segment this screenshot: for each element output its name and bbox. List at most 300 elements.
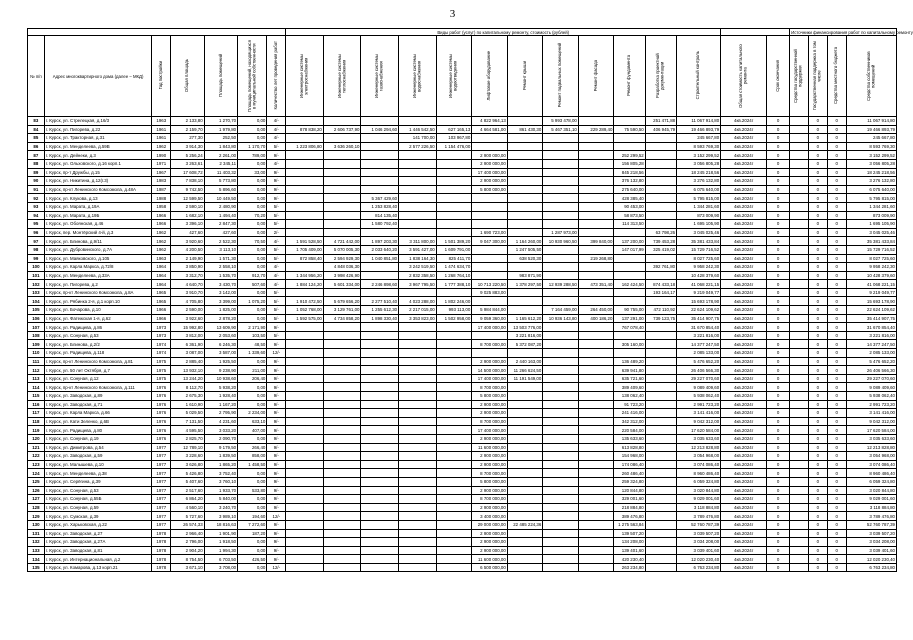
- cell-year: 1965: [152, 288, 171, 297]
- cell-mun: 0,00: [238, 228, 267, 237]
- cell-c1: [286, 340, 324, 349]
- cell-c9: [578, 340, 614, 349]
- cell-c8: 5 467 351,10: [543, 125, 579, 134]
- cell-c4: [399, 503, 437, 512]
- cell-area2: 1 494,40: [204, 211, 237, 220]
- cell-area: 2 590,10: [171, 202, 204, 211]
- cell-own: 17 620 584,00: [846, 426, 896, 435]
- cell-n: 93: [28, 202, 45, 211]
- cell-mun: 0,00: [238, 202, 267, 211]
- cell-mun: 0,00: [238, 314, 267, 323]
- column-header-label: Средства государственной поддержки: [793, 48, 804, 103]
- cell-c9: [578, 512, 614, 521]
- cell-s2: 0: [808, 366, 827, 375]
- cell-own: 5 795 815,00: [846, 194, 896, 203]
- cell-total: 9 029 001,60: [677, 495, 721, 504]
- cell-year: 1983: [152, 177, 171, 186]
- cell-c5: [436, 220, 472, 229]
- cell-s2: 0: [808, 469, 827, 478]
- column-header-label: Инженерные системы электроснабжения: [298, 53, 309, 98]
- cell-yr: 4/-: [267, 159, 286, 168]
- cell-c9: [578, 538, 614, 547]
- cell-c3: [361, 134, 399, 143]
- cell-mun: 533,80: [238, 486, 267, 495]
- cell-c1: [286, 469, 324, 478]
- cell-c9: [578, 529, 614, 538]
- cell-year: 1962: [152, 245, 171, 254]
- cell-area: 2 885,40: [171, 357, 204, 366]
- cell-c11: 874 433,18: [645, 280, 676, 289]
- cell-s2: 0: [808, 460, 827, 469]
- cell-total: 3 054 968,00: [677, 452, 721, 461]
- cell-c4: [399, 194, 437, 203]
- cell-area2: 1 901,90: [204, 529, 237, 538]
- cell-total: 9 042 312,00: [677, 417, 721, 426]
- cell-c6: 8 700 000,00: [472, 340, 508, 349]
- cell-c8: [543, 168, 579, 177]
- cell-s1: 0: [767, 349, 790, 358]
- cell-year: 1966: [152, 306, 171, 315]
- cell-year: 1962: [152, 142, 171, 151]
- cell-area2: 1 825,00: [204, 306, 237, 315]
- cell-c4: [399, 357, 437, 366]
- cell-year: 1974: [152, 349, 171, 358]
- cell-s3: 0: [827, 245, 846, 254]
- cell-total: 3 074 086,40: [677, 460, 721, 469]
- cell-s2: 0: [808, 349, 827, 358]
- cell-c11: [645, 254, 676, 263]
- cell-c10: 376 132,80: [614, 177, 645, 186]
- cell-s1: 0: [767, 297, 790, 306]
- cell-own: 26 406 566,30: [846, 366, 896, 375]
- cell-c5: [436, 477, 472, 486]
- table-row: [28, 237, 897, 246]
- column-header: [267, 36, 286, 117]
- cell-c8: [543, 263, 579, 272]
- column-header: [846, 36, 896, 117]
- cell-mun: 507,60: [238, 280, 267, 289]
- cell-total: 5 795 815,00: [677, 194, 721, 203]
- cell-term: 4кв.2024г: [721, 254, 767, 263]
- cell-c2: 3 129 761,00: [323, 306, 361, 315]
- cell-mun: 0,00: [238, 383, 267, 392]
- table-row: [28, 520, 897, 529]
- cell-c3: 1 255 612,30: [361, 306, 399, 315]
- cell-s3: 0: [827, 366, 846, 375]
- cell-year: 1977: [152, 520, 171, 529]
- cell-c10: 75 590,50: [614, 125, 645, 134]
- cell-yr: 9/-: [267, 409, 286, 418]
- cell-c11: [645, 340, 676, 349]
- cell-s2: 0: [808, 409, 827, 418]
- cell-c1: [286, 331, 324, 340]
- cell-c11: [645, 142, 676, 151]
- cell-c9: [578, 117, 614, 126]
- column-header: [238, 36, 267, 117]
- cell-mun: 1 075,20: [238, 297, 267, 306]
- cell-c3: [361, 168, 399, 177]
- cell-c7: [507, 383, 543, 392]
- cell-n: 123: [28, 460, 45, 469]
- cell-total: 5 938 062,40: [677, 392, 721, 401]
- table-row: [28, 271, 897, 280]
- table-row: [28, 452, 897, 461]
- cell-addr: г. Курск, ул. Тракторная, д.31: [44, 134, 152, 143]
- cell-term: 4кв.2024г: [721, 383, 767, 392]
- cell-total: 8 027 725,60: [677, 254, 721, 263]
- cell-own: 3 276 132,80: [846, 177, 896, 186]
- column-header-label: Строительный контроль: [695, 51, 701, 100]
- cell-n: 90: [28, 177, 45, 186]
- cell-area2: 4 231,60: [204, 417, 237, 426]
- cell-s1: 0: [767, 495, 790, 504]
- cell-mun: 0,00: [238, 125, 267, 134]
- cell-area2: 1 167,20: [204, 400, 237, 409]
- cell-c10: 252 299,52: [614, 151, 645, 160]
- cell-n: 92: [28, 194, 45, 203]
- cell-s1-sub: [790, 331, 809, 340]
- cell-c10: 114 313,50: [614, 220, 645, 229]
- cell-own: 3 039 507,20: [846, 529, 896, 538]
- cell-c2: [323, 134, 361, 143]
- cell-c4: [399, 340, 437, 349]
- cell-mun: 0,00: [238, 185, 267, 194]
- cell-c1: [286, 374, 324, 383]
- cell-c3: [361, 512, 399, 521]
- cell-c3: 1 897 203,30: [361, 237, 399, 246]
- cell-c4: [399, 151, 437, 160]
- cell-year: 1963: [152, 254, 171, 263]
- cell-c5: 1 268 764,10: [436, 271, 472, 280]
- column-header-label: Инженерные системы газоснабжения: [374, 53, 384, 98]
- cell-c5: [436, 357, 472, 366]
- cell-s3: 0: [827, 331, 846, 340]
- cell-yr: 5/-: [267, 211, 286, 220]
- cell-c5: [436, 417, 472, 426]
- cell-area2: 5 773,80: [204, 177, 237, 186]
- cell-addr: г. Курск, ул. Димитрова, д.54: [44, 443, 152, 452]
- table-row: [28, 194, 897, 203]
- cell-s2: 0: [808, 220, 827, 229]
- cell-c6: 1 690 723,00: [472, 228, 508, 237]
- column-header: [44, 36, 152, 117]
- cell-c10: [614, 117, 645, 126]
- cell-year: 1976: [152, 400, 171, 409]
- cell-c10: 162 424,50: [614, 280, 645, 289]
- cell-c8: [543, 400, 579, 409]
- cell-year: 1978: [152, 538, 171, 547]
- cell-c6: [472, 271, 508, 280]
- cell-own: 8 593 769,30: [846, 142, 896, 151]
- cell-c6: 2 900 000,00: [472, 177, 508, 186]
- cell-s2: 0: [808, 245, 827, 254]
- cell-c11: 739 453,28: [645, 237, 676, 246]
- cell-yr: 9/-: [267, 520, 286, 529]
- cell-c2: [323, 460, 361, 469]
- cell-c9: 229 289,40: [578, 125, 614, 134]
- cell-area: 3 087,00: [171, 349, 204, 358]
- cell-s2: 0: [808, 177, 827, 186]
- cell-c1: [286, 349, 324, 358]
- cell-c4: [399, 512, 437, 521]
- cell-c8: [543, 142, 579, 151]
- cell-c9: [578, 400, 614, 409]
- cell-n: 126: [28, 486, 45, 495]
- cell-year: 1977: [152, 452, 171, 461]
- cell-area2: 1 843,80: [204, 142, 237, 151]
- cell-c5: [436, 555, 472, 564]
- cell-c7: [507, 202, 543, 211]
- cell-c11: [645, 392, 676, 401]
- cell-total: 9 219 049,77: [677, 288, 721, 297]
- cell-area: 3 922,60: [171, 314, 204, 323]
- cell-addr: г. Курск, ул. Маяковского, д.105: [44, 254, 152, 263]
- table-row: [28, 306, 897, 315]
- cell-c10: 137 200,00: [614, 237, 645, 246]
- cell-area2: 6 246,30: [204, 340, 237, 349]
- cell-c11: [645, 443, 676, 452]
- cell-c10: 220 584,00: [614, 426, 645, 435]
- cell-area2: 5 938,20: [204, 383, 237, 392]
- cell-c2: [323, 340, 361, 349]
- cell-c7: 1 164 260,00: [507, 237, 543, 246]
- cell-year: 1978: [152, 546, 171, 555]
- cell-total: 8 593 769,30: [677, 142, 721, 151]
- cell-c10: 1 275 563,84: [614, 520, 645, 529]
- cell-area2: 18 816,63: [204, 520, 237, 529]
- cell-c10: 58 873,50: [614, 211, 645, 220]
- cell-s1-sub: [790, 288, 809, 297]
- cell-c10: 420 230,40: [614, 555, 645, 564]
- cell-year: 1965: [152, 297, 171, 306]
- cell-year: 1977: [152, 486, 171, 495]
- cell-addr: г. Курск, ул. Заводская, д.27: [44, 529, 152, 538]
- cell-c7: 13 503 776,00: [507, 323, 543, 332]
- cell-n: 98: [28, 245, 45, 254]
- cell-c1: [286, 151, 324, 160]
- cell-year: 1966: [152, 211, 171, 220]
- cell-yr: 9/-: [267, 546, 286, 555]
- cell-area2: 1 979,80: [204, 125, 237, 134]
- cell-year: 1988: [152, 194, 171, 203]
- cell-c8: [543, 434, 579, 443]
- cell-s3: 0: [827, 323, 846, 332]
- cell-yr: 9/-: [267, 477, 286, 486]
- cell-c11: [645, 374, 676, 383]
- cell-c3: [361, 340, 399, 349]
- cell-area: 2 904,20: [171, 546, 204, 555]
- cell-n: 115: [28, 392, 45, 401]
- cell-s1-sub: [790, 271, 809, 280]
- cell-c1: [286, 288, 324, 297]
- table-row: [28, 220, 897, 229]
- cell-c6: [472, 263, 508, 272]
- cell-s2: 0: [808, 202, 827, 211]
- cell-c6: 5 984 844,00: [472, 306, 508, 315]
- cell-area2: 13 609,90: [204, 323, 237, 332]
- cell-c11: [645, 538, 676, 547]
- cell-mun: 0,00: [238, 177, 267, 186]
- cell-c4: 3 353 823,00: [399, 314, 437, 323]
- cell-yr: 5/-: [267, 202, 286, 211]
- cell-c2: [323, 495, 361, 504]
- cell-c5: [436, 374, 472, 383]
- cell-c7: 5 372 087,20: [507, 340, 543, 349]
- cell-c4: [399, 288, 437, 297]
- cell-c5: 1 154 476,00: [436, 142, 472, 151]
- cell-c9: [578, 220, 614, 229]
- cell-n: 89: [28, 168, 45, 177]
- cell-n: 118: [28, 417, 45, 426]
- cell-c2: [323, 349, 361, 358]
- cell-c1: [286, 434, 324, 443]
- cell-c7: [507, 194, 543, 203]
- cell-total: 29 227 070,60: [677, 374, 721, 383]
- cell-mun: 633,10: [238, 417, 267, 426]
- cell-n: 116: [28, 400, 45, 409]
- cell-c3: [361, 117, 399, 126]
- cell-c5: [436, 426, 472, 435]
- cell-term: 4кв.2024г: [721, 159, 767, 168]
- cell-total: 9 958 242,30: [677, 263, 721, 272]
- cell-s3: 0: [827, 202, 846, 211]
- cell-addr: г. Курск, пр-кт Ленинского Комсомола, д.8А: [44, 288, 152, 297]
- cell-c3: [361, 503, 399, 512]
- cell-c2: [323, 443, 361, 452]
- cell-total: 245 667,80: [677, 134, 721, 143]
- cell-year: 1987: [152, 185, 171, 194]
- cell-c9: [578, 503, 614, 512]
- cell-s1: 0: [767, 357, 790, 366]
- column-header-label: № п/п: [30, 73, 42, 79]
- column-header: [790, 36, 809, 117]
- cell-s1-sub: [790, 125, 809, 134]
- cell-addr: г. Курск, ул. Ольховского, д.16 корп.1: [44, 159, 152, 168]
- cell-c11: [645, 211, 676, 220]
- cell-mun: 0,00: [238, 134, 267, 143]
- cell-mun: 187,20: [238, 529, 267, 538]
- cell-c6: 6 500 000,00: [472, 563, 508, 572]
- cell-s3: 0: [827, 460, 846, 469]
- cell-term: 4кв.2024г: [721, 314, 767, 323]
- cell-own: 3 039 401,60: [846, 546, 896, 555]
- table-row: [28, 460, 897, 469]
- cell-yr: 9/-: [267, 452, 286, 461]
- cell-s2: 0: [808, 306, 827, 315]
- cell-area: 26 574,33: [171, 520, 204, 529]
- cell-addr: г. Курск, ул. Заводская, д.59: [44, 452, 152, 461]
- cell-c11: [645, 331, 676, 340]
- cell-c8: [543, 417, 579, 426]
- cell-s1-sub: [790, 228, 809, 237]
- cell-c4: [399, 168, 437, 177]
- cell-c11: [645, 151, 676, 160]
- cell-total: 41 068 221,15: [677, 280, 721, 289]
- cell-total: 12 213 828,80: [677, 443, 721, 452]
- cell-c10: 120 844,80: [614, 486, 645, 495]
- cell-c2: [323, 117, 361, 126]
- column-header: [361, 36, 399, 117]
- cell-c9: 399 840,00: [578, 237, 614, 246]
- cell-addr: г. Курск, ул. Менделеева, д.59В: [44, 142, 152, 151]
- table-row: [28, 159, 897, 168]
- cell-s1: 0: [767, 340, 790, 349]
- cell-c2: [323, 409, 361, 418]
- page-number: 3: [449, 8, 456, 20]
- cell-c10: 613 828,80: [614, 443, 645, 452]
- cell-area: 3 263,61: [171, 159, 204, 168]
- cell-c6: [472, 331, 508, 340]
- cell-s1-sub: [790, 555, 809, 564]
- cell-yr: 9/-: [267, 486, 286, 495]
- cell-term: 4кв.2024г: [721, 228, 767, 237]
- cell-yr: 9/-: [267, 503, 286, 512]
- cell-yr: 9/-: [267, 555, 286, 564]
- cell-mun: 0,00: [238, 434, 267, 443]
- cell-n: 114: [28, 383, 45, 392]
- cell-s3: 0: [827, 254, 846, 263]
- cell-mun: 2 234,00: [238, 409, 267, 418]
- cell-total: 19 466 893,79: [677, 125, 721, 134]
- cell-addr: г. Курск, ул. Заводская, д.71: [44, 400, 152, 409]
- cell-c6: 17 400 000,00: [472, 323, 508, 332]
- cell-mun: 48,50: [238, 340, 267, 349]
- cell-n: 94: [28, 211, 45, 220]
- cell-s3: 0: [827, 512, 846, 521]
- table-row: [28, 142, 897, 151]
- cell-c6: 14 500 000,00: [472, 366, 508, 375]
- cell-n: 124: [28, 469, 45, 478]
- cell-area: 5 029,50: [171, 409, 204, 418]
- cell-c5: [436, 538, 472, 547]
- cell-c3: 1 580 792,40: [361, 220, 399, 229]
- cell-c7: [507, 486, 543, 495]
- column-header: [436, 36, 472, 117]
- cell-s2: 0: [808, 254, 827, 263]
- cell-c9: [578, 486, 614, 495]
- cell-s1: 0: [767, 142, 790, 151]
- cell-c4: 3 311 800,00: [399, 237, 437, 246]
- cell-c3: [361, 460, 399, 469]
- cell-c4: [399, 520, 437, 529]
- cell-c5: [436, 486, 472, 495]
- cell-c3: [361, 426, 399, 435]
- cell-c7: [507, 151, 543, 160]
- table-row: [28, 469, 897, 478]
- table-row: [28, 297, 897, 306]
- table-row: [28, 245, 897, 254]
- table-header: [28, 29, 913, 117]
- cell-c11: [645, 168, 676, 177]
- cell-mun: 1 170,70: [238, 142, 267, 151]
- cell-s1-sub: [790, 280, 809, 289]
- cell-c3: [361, 434, 399, 443]
- cell-c6: 2 900 000,00: [472, 159, 508, 168]
- cell-c7: [507, 417, 543, 426]
- cell-c6: 2 900 000,00: [472, 538, 508, 547]
- cell-total: 35 414 907,75: [677, 314, 721, 323]
- cell-addr: г. Курск, ул. Сумская, д.39: [44, 512, 152, 521]
- cell-addr: г. Курск, ул. Никитина, д.12(г.3): [44, 177, 152, 186]
- cell-term: 4кв.2024г: [721, 151, 767, 160]
- cell-s1: 0: [767, 288, 790, 297]
- column-header-label: Средства собственников помещений: [865, 50, 876, 101]
- cell-c6: 4 822 964,13: [472, 117, 508, 126]
- cell-year: 1990: [152, 151, 171, 160]
- cell-c3: [361, 400, 399, 409]
- cell-s2: 0: [808, 563, 827, 572]
- cell-c10: 389 409,60: [614, 383, 645, 392]
